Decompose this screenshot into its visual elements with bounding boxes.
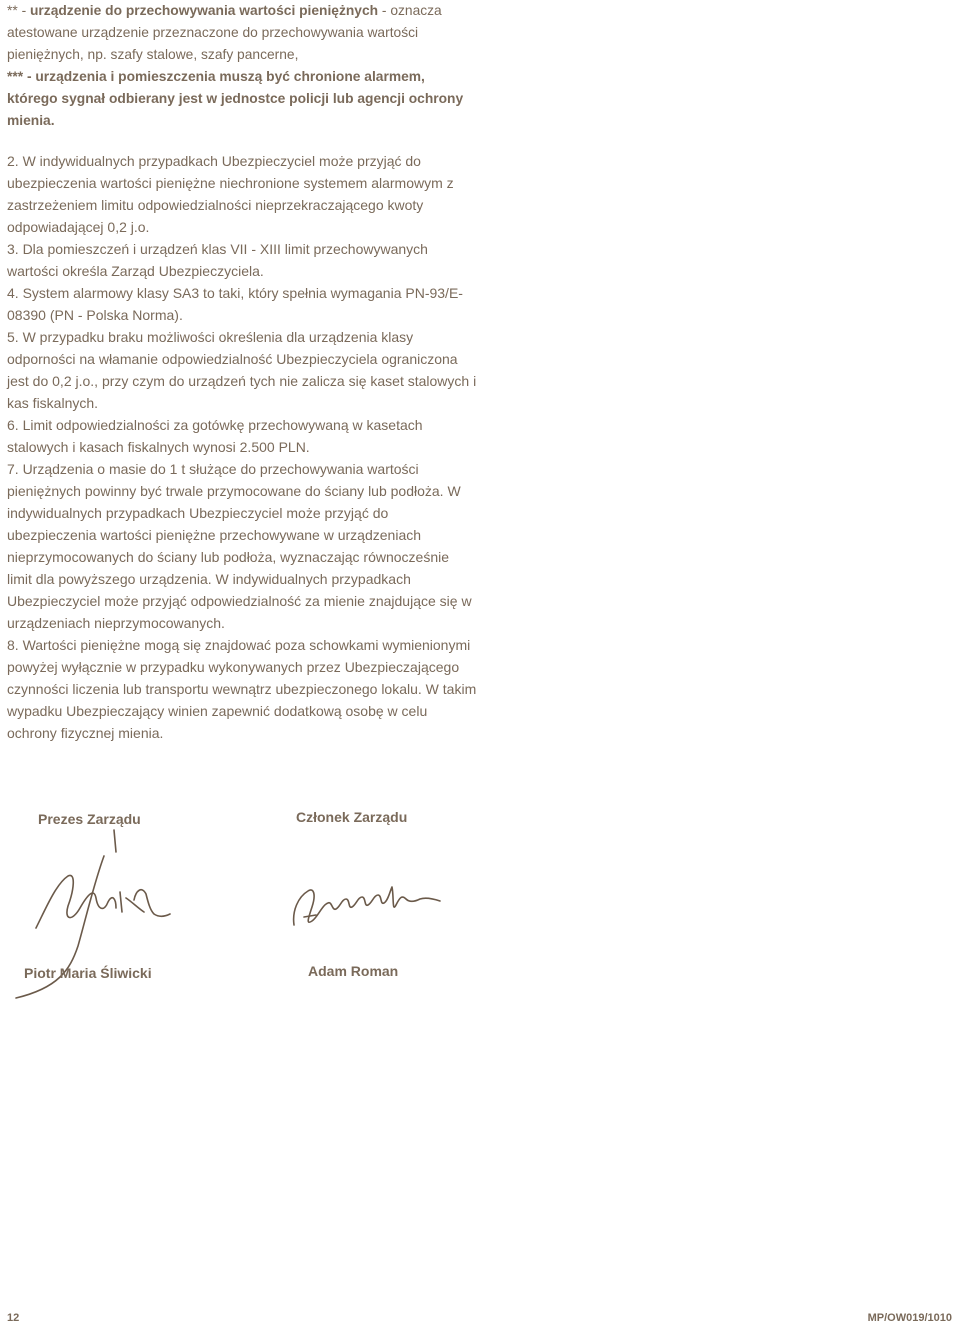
clause-4: 4. System alarmowy klasy SA3 to taki, który spełnia wymagania PN-93/E-08390 (PN - Polska Norma). (7, 285, 463, 323)
footnote-triple-asterisk (7, 66, 477, 132)
clause-3: 3. Dla pomieszczeń i urządzeń klas VII - XIII limit przechowywanych wartości określa Zarząd Ubezpieczyciela. (7, 241, 428, 279)
footnote-term: urządzenie do przechowywania wartości pieniężnych (30, 3, 379, 18)
footnote-double-asterisk (7, 0, 477, 66)
signatory-title-right: Członek Zarządu (296, 809, 408, 825)
numbered-clauses (7, 150, 477, 744)
document-code: MP/OW019/1010 (867, 1312, 952, 1324)
footnote-definition: urządzenia i pomieszczenia muszą być chronione alarmem, którego sygnał odbierany jest w jednostce policji lub agencji ochrony mienia. (7, 69, 464, 128)
signature-right (288, 877, 443, 932)
clause-2: 2. W indywidualnych przypadkach Ubezpieczyciel może przyjąć do ubezpieczenia wartości pieniężne niechronione systemem alarmowym z zastrzeżeniem limitu odpowiedzialności nieprzekraczającego kwoty odpowiadającej 0,2 j.o. (7, 153, 454, 235)
page-number: 12 (7, 1312, 20, 1324)
clause-7: 7. Urządzenia o masie do 1 t służące do przechowywania wartości pieniężnych powinny być trwale przymocowane do ściany lub podłoża. W indywidualnych przypadkach Ubezpieczyciel może przyjąć do ubezpieczenia wartości pieniężne przechowywane w urządzeniach nieprzymocowanych do ściany lub podłoża, wyznaczając równocześnie limit dla powyższego urządzenia. W indywidualnych przypadkach Ubezpieczyciel może przyjąć odpowiedzialność za mienie znajdujące się w urządzeniach nieprzymocowanych. (7, 461, 472, 631)
clause-5: 5. W przypadku braku możliwości określenia dla urządzenia klasy odporności na włamanie odpowiedzialność Ubezpieczyciela ograniczona jest do 0,2 j.o., przy czym do urządzeń tych nie zalicza się kaset stalowych i kas fiskalnych. (7, 329, 477, 411)
footnote-definition: - oznacza atestowane urządzenie przeznaczone do przechowywania wartości pieniężnych, np. szafy stalowe, szafy pancerne, (7, 3, 442, 62)
signatory-name-right: Adam Roman (308, 963, 399, 979)
signatory-name-left: Piotr Maria Śliwicki (24, 965, 152, 981)
clause-6: 6. Limit odpowiedzialności za gotówkę przechowywaną w kasetach stalowych i kasach fiskalnych wynosi 2.500 PLN. (7, 417, 423, 455)
footnote-marker: *** - (7, 69, 36, 84)
footnote-marker: ** - (7, 3, 30, 18)
clause-8: 8. Wartości pieniężne mogą się znajdować poza schowkami wymienionymi powyżej wyłącznie w przypadku wykonywanych przez Ubezpieczającego czynności liczenia lub transportu wewnątrz ubezpieczonego lokalu. W takim wypadku Ubezpieczający winien zapewnić dodatkową osobę w celu ochrony fizycznej mienia. (7, 637, 477, 741)
footnotes (7, 0, 477, 132)
signatory-title-left: Prezes Zarządu (38, 811, 141, 827)
